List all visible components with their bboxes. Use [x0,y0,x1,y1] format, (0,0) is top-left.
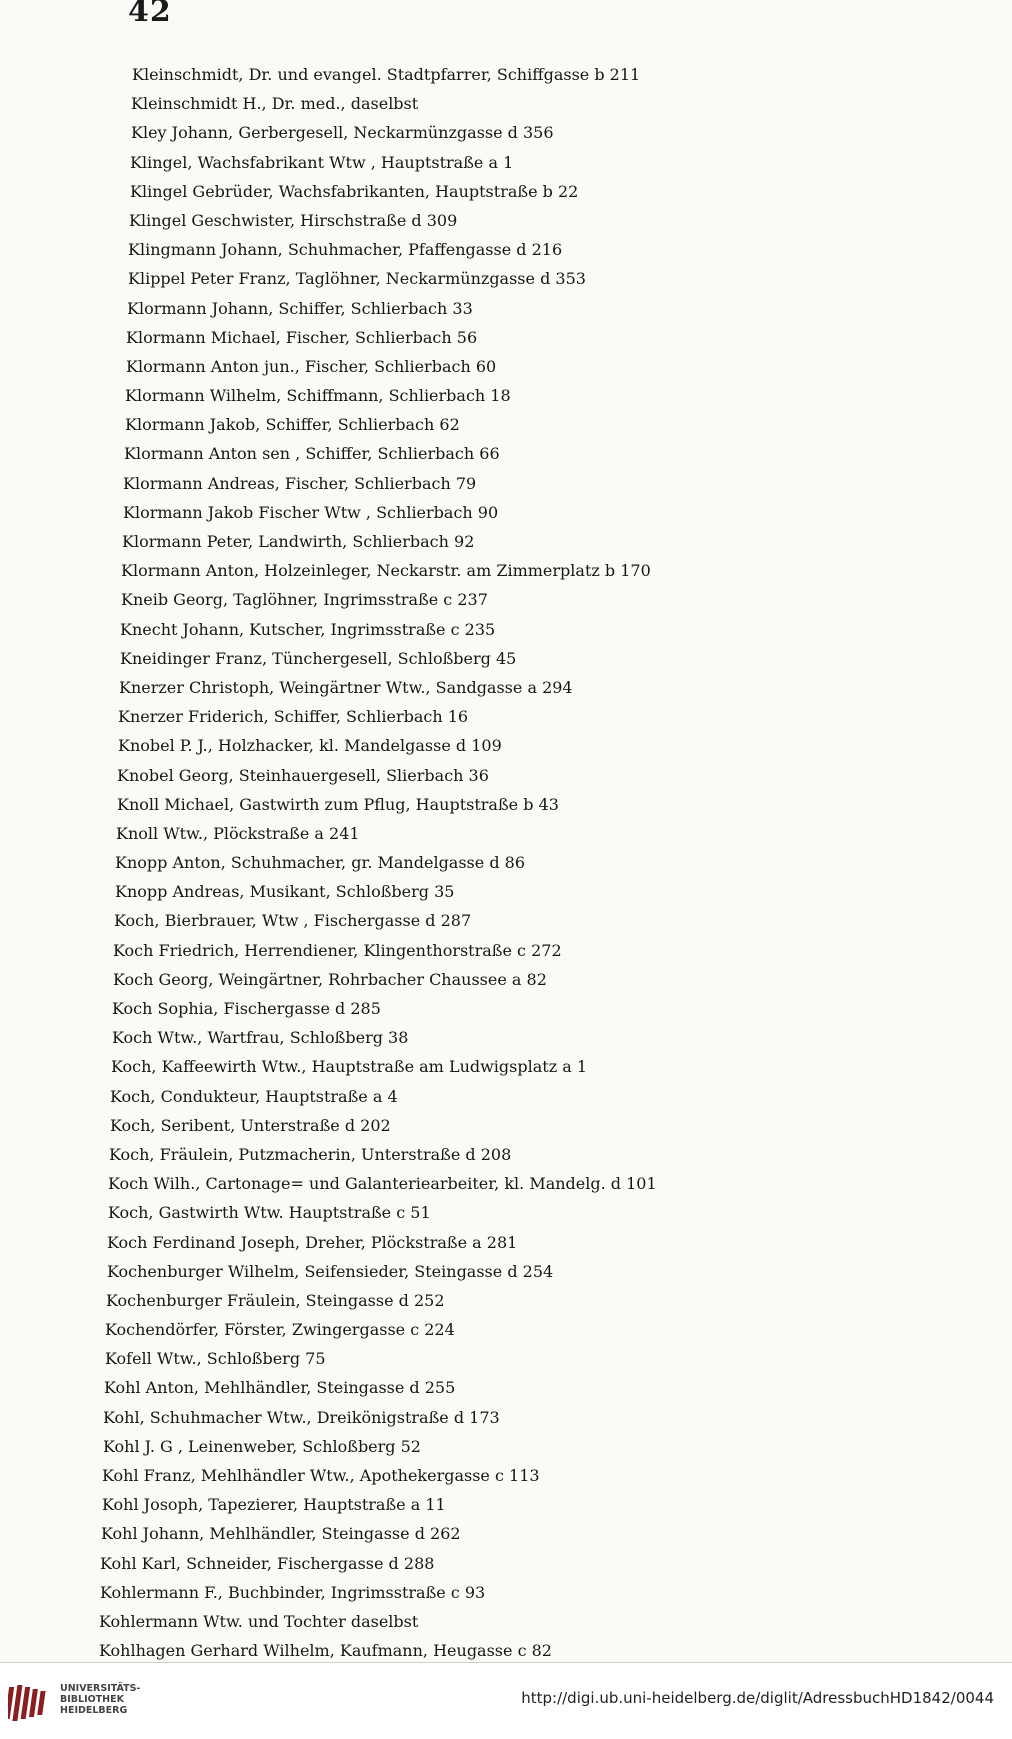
directory-entry: Koch Georg, Weingärtner, Rohrbacher Chaussee a 82 [113,969,547,989]
directory-entry: Klormann Jakob, Schiffer, Schlierbach 62 [125,415,460,435]
directory-entry: Kohl Anton, Mehlhändler, Steingasse d 255 [104,1378,456,1398]
directory-entry: Knerzer Christoph, Weingärtner Wtw., Sandgasse a 294 [119,677,573,697]
library-name-line: UNIVERSITÄTS- [60,1683,141,1694]
directory-entry: Klingmann Johann, Schuhmacher, Pfaffengasse d 216 [128,240,563,260]
directory-entry: Klormann Jakob Fischer Wtw , Schlierbach 90 [123,502,499,522]
directory-entry: Koch, Gastwirth Wtw. Hauptstraße c 51 [108,1203,431,1223]
directory-entry: Klingel Gebrüder, Wachsfabrikanten, Hauptstraße b 22 [130,181,579,201]
directory-entry: Klormann Michael, Fischer, Schlierbach 56 [126,327,478,347]
directory-entry: Kohlhagen Gerhard Wilhelm, Kaufmann, Heugasse c 82 [99,1641,552,1661]
directory-entry: Kochenburger Wilhelm, Seifensieder, Steingasse d 254 [107,1261,554,1281]
directory-entry: Koch, Fräulein, Putzmacherin, Unterstraße d 208 [109,1144,512,1164]
directory-entry: Knobel P. J., Holzhacker, kl. Mandelgasse d 109 [118,736,502,756]
directory-entry: Knopp Andreas, Musikant, Schloßberg 35 [115,882,455,902]
directory-entry: Koch, Seribent, Unterstraße d 202 [110,1115,391,1135]
directory-entry: Koch, Condukteur, Hauptstraße a 4 [110,1086,398,1106]
directory-entry: Knoll Wtw., Plöckstraße a 241 [116,823,360,843]
directory-entry: Kohlermann Wtw. und Tochter daselbst [99,1611,419,1631]
directory-entry: Kneib Georg, Taglöhner, Ingrimsstraße c 237 [121,590,488,610]
directory-entry: Kohl Franz, Mehlhändler Wtw., Apothekergasse c 113 [102,1466,540,1485]
directory-entry: Knoll Michael, Gastwirth zum Pflug, Hauptstraße b 43 [117,794,559,814]
directory-entry: Kohlermann F., Buchbinder, Ingrimsstraße c 93 [100,1582,486,1602]
directory-entry: Kleinschmidt, Dr. und evangel. Stadtpfarrer, Schiffgasse b 211 [132,65,641,84]
directory-entry: Klingel, Wachsfabrikant Wtw , Hauptstraße a 1 [130,152,514,172]
directory-entry: Kofell Wtw., Schloßberg 75 [105,1349,326,1369]
directory-entry: Koch, Kaffeewirth Wtw., Hauptstraße am Ludwigsplatz a 1 [111,1057,588,1077]
directory-entry: Kochenburger Fräulein, Steingasse d 252 [106,1290,445,1310]
directory-entry: Knobel Georg, Steinhauergesell, Slierbach 36 [117,765,489,785]
library-name-line: BIBLIOTHEK [60,1694,124,1705]
directory-entry: Kleinschmidt H., Dr. med., daselbst [131,94,419,114]
directory-entry: Kohl J. G , Leinenweber, Schloßberg 52 [103,1436,421,1456]
directory-entry: Kohl Josoph, Tapezierer, Hauptstraße a 11 [102,1495,446,1515]
directory-entry: Koch Wtw., Wartfrau, Schloßberg 38 [112,1028,409,1048]
directory-entry: Klormann Anton sen , Schiffer, Schlierbach 66 [124,444,500,464]
directory-entry: Klingel Geschwister, Hirschstraße d 309 [129,210,458,230]
directory-entry: Klormann Peter, Landwirth, Schlierbach 92 [122,532,475,551]
directory-entry: Kohl Karl, Schneider, Fischergasse d 288 [100,1553,435,1573]
directory-entry: Kley Johann, Gerbergesell, Neckarmünzgasse d 356 [131,123,554,143]
directory-entry: Klormann Johann, Schiffer, Schlierbach 33 [127,298,473,318]
directory-entry: Knecht Johann, Kutscher, Ingrimsstraße c 235 [120,619,496,639]
directory-entry: Koch Wilh., Cartonage= und Galanteriearbeiter, kl. Mandelg. d 101 [108,1174,657,1194]
directory-entry: Kochendörfer, Förster, Zwingergasse c 224 [105,1320,455,1340]
directory-entry: Knopp Anton, Schuhmacher, gr. Mandelgasse d 86 [115,853,526,873]
library-name [60,1683,140,1716]
directory-entry: Kohl Johann, Mehlhändler, Steingasse d 262 [101,1524,461,1544]
directory-entry: Koch Ferdinand Joseph, Dreher, Plöckstraße a 281 [107,1232,518,1252]
directory-entry: Kneidinger Franz, Tünchergesell, Schloßberg 45 [120,648,517,668]
permalink-url[interactable]: http://digi.ub.uni-heidelberg.de/diglit/AdressbuchHD1842/0044 [521,1689,994,1707]
directory-entry: Kohl, Schuhmacher Wtw., Dreikönigstraße d 173 [103,1407,500,1427]
directory-entry: Klormann Anton jun., Fischer, Schlierbach 60 [126,356,497,376]
directory-entry: Koch Sophia, Fischergasse d 285 [112,999,381,1018]
university-library-logo-icon [8,1681,52,1725]
directory-entry: Klippel Peter Franz, Taglöhner, Neckarmünzgasse d 353 [128,269,586,289]
directory-entry-list [0,60,1012,1662]
directory-entry: Klormann Wilhelm, Schiffmann, Schlierbach 18 [125,386,511,406]
page-number: 42 [128,0,172,29]
directory-entry: Koch, Bierbrauer, Wtw , Fischergasse d 287 [114,911,472,931]
directory-entry: Klormann Andreas, Fischer, Schlierbach 79 [123,473,477,493]
library-name-line: HEIDELBERG [60,1705,128,1716]
viewer-footer [0,1662,1012,1739]
directory-entry: Klormann Anton, Holzeinleger, Neckarstr. am Zimmerplatz b 170 [121,561,651,581]
directory-entry: Koch Friedrich, Herrendiener, Klingenthorstraße c 272 [113,940,562,960]
directory-entry: Knerzer Friderich, Schiffer, Schlierbach 16 [118,707,469,727]
